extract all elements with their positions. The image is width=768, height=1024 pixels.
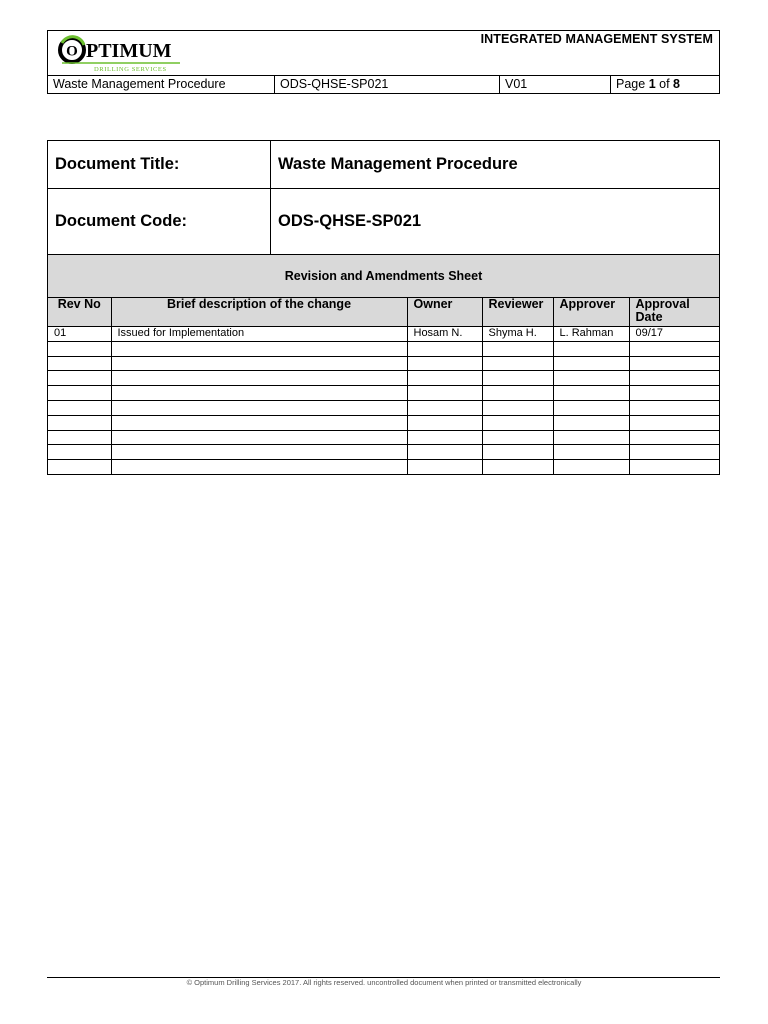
revision-sheet-heading: Revision and Amendments Sheet [48,255,719,298]
cell [111,415,407,430]
cell [48,415,111,430]
cell-owner: Hosam N. [407,327,482,342]
cell [629,356,719,371]
document-code-label: Document Code: [48,189,271,254]
cell [111,356,407,371]
cell [629,445,719,460]
cell [407,445,482,460]
cell [407,371,482,386]
cell [111,445,407,460]
cell [48,460,111,474]
cell [629,400,719,415]
header-doc-name: Waste Management Procedure [53,77,226,91]
header-top-band [48,31,719,76]
header-doc-code: ODS-QHSE-SP021 [274,75,499,94]
cell-reviewer: Shyma H. [482,327,553,342]
cell-approver: L. Rahman [553,327,629,342]
document-code-row [48,189,719,255]
company-logo [58,35,198,73]
cell [48,400,111,415]
page-current: 1 [648,77,656,91]
cell [48,341,111,356]
revision-table [48,298,719,474]
cell [629,386,719,401]
col-reviewer: Reviewer [482,298,553,327]
revision-header-row [48,298,719,327]
cell [629,341,719,356]
document-info-table [47,140,720,475]
cell [553,400,629,415]
table-row [48,400,719,415]
table-row [48,341,719,356]
document-header [47,30,720,94]
cell [482,356,553,371]
logo-tagline: DRILLING SERVICES [94,66,167,73]
cell [111,460,407,474]
cell [407,430,482,445]
cell [407,386,482,401]
cell [111,371,407,386]
document-title-row [48,141,719,189]
table-row [48,430,719,445]
col-description: Brief description of the change [111,298,407,327]
document-code-value: ODS-QHSE-SP021 [278,212,422,230]
cell [48,356,111,371]
cell [482,430,553,445]
table-row [48,460,719,474]
cell-rev-no: 01 [48,327,111,342]
cell-approval-date: 09/17 [629,327,719,342]
cell [407,356,482,371]
document-title-value: Waste Management Procedure [278,155,518,173]
table-row [48,371,719,386]
cell [553,356,629,371]
col-owner: Owner [407,298,482,327]
cell [407,415,482,430]
cell [482,386,553,401]
header-page-indicator [610,75,720,94]
col-approval-date: Approval Date [629,298,719,327]
cell [629,430,719,445]
cell [553,430,629,445]
cell [482,371,553,386]
cell [629,415,719,430]
col-rev-no: Rev No [48,298,111,327]
cell [407,341,482,356]
cell [111,400,407,415]
header-info-row [48,75,719,94]
cell [553,460,629,474]
cell [407,460,482,474]
table-row [48,356,719,371]
cell [553,371,629,386]
logo-brand: PTIMUM [86,40,172,62]
cell [629,371,719,386]
cell [48,371,111,386]
system-title: INTEGRATED MANAGEMENT SYSTEM [480,32,713,46]
cell [111,430,407,445]
page-prefix: Page [616,77,646,91]
cell [553,415,629,430]
logo-letter: O [66,43,78,60]
cell [482,341,553,356]
cell-description: Issued for Implementation [111,327,407,342]
col-approver: Approver [553,298,629,327]
cell [482,460,553,474]
cell [407,400,482,415]
cell [629,460,719,474]
cell [111,341,407,356]
header-version: V01 [499,75,610,94]
table-row [48,445,719,460]
cell [482,400,553,415]
cell [111,386,407,401]
cell [48,386,111,401]
cell [553,386,629,401]
footer-copyright: © Optimum Drilling Services 2017. All rights reserved. uncontrolled document when printed or transmitted electronically [186,978,582,987]
table-row [48,386,719,401]
table-row [48,327,719,342]
table-row [48,415,719,430]
cell [553,341,629,356]
document-title-label: Document Title: [48,141,271,188]
page-of: of [659,77,670,91]
cell [482,415,553,430]
cell [48,445,111,460]
page-total: 8 [673,77,680,91]
cell [482,445,553,460]
cell [48,430,111,445]
cell [553,445,629,460]
